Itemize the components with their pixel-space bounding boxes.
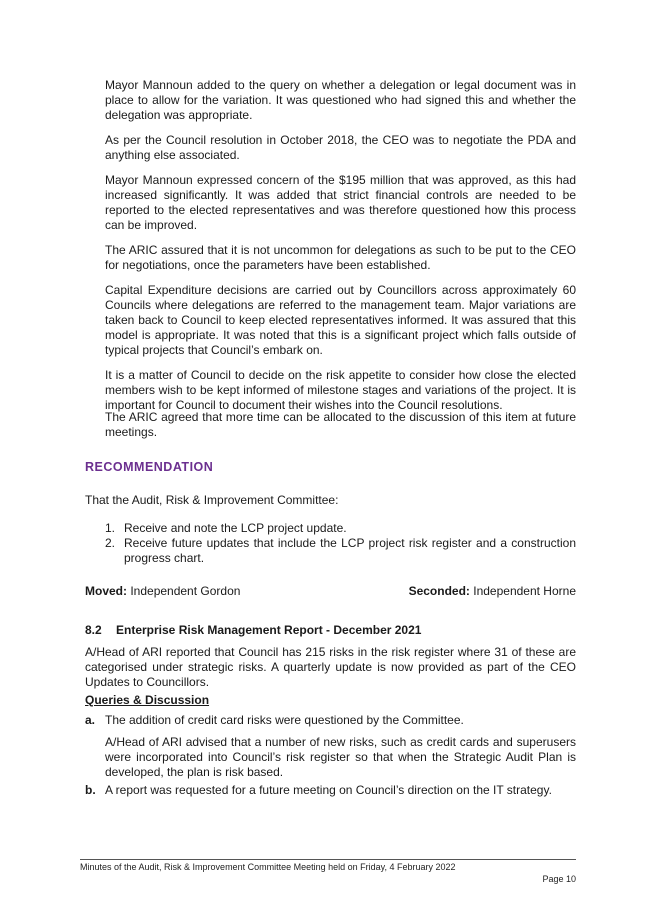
seconded-label: Seconded: [408,584,470,598]
discussion-item-text: The addition of credit card risks were questioned by the Committee. [105,713,464,727]
paragraph-risk-appetite: It is a matter of Council to decide on the risk appetite to consider how close the elected members wish to be kept informed of milestone stages and variations of the project. It is important for Council to document their wishes into the Council resolutions. [105,368,576,412]
paragraph-aric-assured: The ARIC assured that it is not uncommon for delegations as such to be put to the CEO for negotiations, once the parameters have been established. [105,243,576,272]
paragraph-aric-agreed: The ARIC agreed that more time can be allocated to the discussion of this item at future meetings. [105,410,576,439]
queries-heading: Queries & Discussion [85,693,210,707]
item-letter: a. [85,713,96,727]
paragraph-council-resolution: As per the Council resolution in October 2018, the CEO was to negotiate the PDA and anything else associated. [105,133,576,162]
section-title: Enterprise Risk Management Report - December 2021 [116,623,422,637]
item-text: Receive future updates that include the LCP project risk register and a construction progress chart. [124,536,576,565]
recommendation-intro: That the Audit, Risk & Improvement Committee: [85,493,339,507]
seconded-line [409,584,576,598]
moved-line [85,584,240,598]
footer-divider [80,859,576,860]
item-letter: b. [85,783,96,797]
moved-value: Independent Gordon [127,584,241,598]
item-number: 2. [105,536,116,550]
section-number: 8.2 [85,623,102,637]
paragraph-mayor-concern: Mayor Mannoun expressed concern of the $195 million that was approved, as this had increased significantly. It was added that strict financial controls are needed to be reported to the elected representatives and was therefore questioned how this process can be improved. [105,173,576,232]
discussion-item-response: A/Head of ARI advised that a number of new risks, such as credit cards and superusers were incorporated into Council’s risk register so that when the Strategic Audit Plan is developed, the plan is risk based. [105,735,576,779]
section-heading [85,623,421,637]
paragraph-capital-expenditure: Capital Expenditure decisions are carried out by Councillors across approximately 60 Councils where delegations are referred to the management team. Major variations are taken back to Council to keep elected representatives informed. It was assured that this model is appropriate. It was noted that this is a significant project which falls outside of typical projects that Council’s embark on. [105,283,576,357]
moved-label: Moved: [85,584,127,598]
recommendation-heading: RECOMMENDATION [85,460,214,474]
page-number: Page 10 [542,874,576,884]
discussion-item-text: A report was requested for a future meeting on Council’s direction on the IT strategy. [105,783,552,797]
recommendation-item [105,536,576,566]
recommendation-item [105,521,576,536]
item-number: 1. [105,521,116,535]
section-body: A/Head of ARI reported that Council has 215 risks in the risk register where 31 of these are categorised under strategic risks. A quarterly update is now provided as part of the CEO Updates to Councillors. [85,645,576,689]
paragraph-mayor-query: Mayor Mannoun added to the query on whether a delegation or legal document was in place to allow for the variation. It was questioned who had signed this and whether the delegation was appropriate. [105,78,576,122]
item-text: Receive and note the LCP project update. [124,521,347,535]
footer-text: Minutes of the Audit, Risk & Improvement Committee Meeting held on Friday, 4 February 2022 [80,862,456,872]
seconded-value: Independent Horne [469,584,576,598]
